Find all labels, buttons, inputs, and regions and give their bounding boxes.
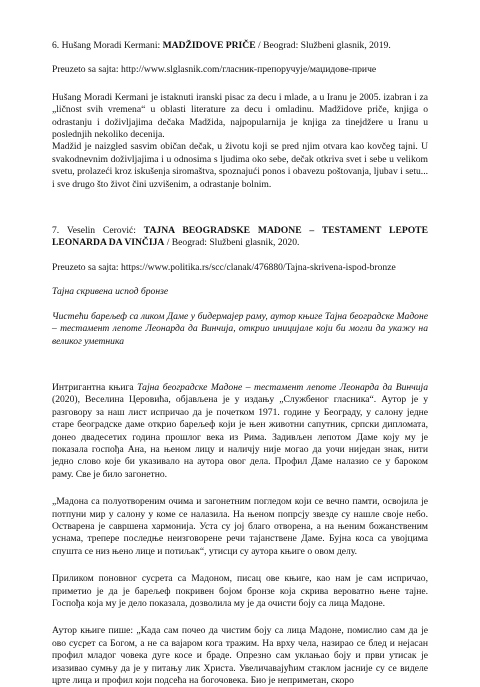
entry-number: 6.: [52, 40, 60, 51]
source-label: Preuzeto sa sajta:: [52, 64, 119, 76]
entry-author: Hušang Moradi Kermani:: [61, 40, 161, 51]
entry-7-source: [52, 262, 428, 274]
entry-6-paragraph-2: Madžid je naizgled sasvim običan dečak, u životu koji se pred njim otvara kao kovčeg tajni. U svakodnevnim doživljajima i u odnosima s ljudima oko sebe, dečak otkriva svet i sebe u velikom svetu, prolazeći kroz iskušenja siromaštva, spoznajući ponos i obavezu poštovanja, ljubav i setu... i sve drugo što život čini uzvišenim, a odrastanje bolnim.: [52, 141, 428, 190]
book-title: Тајна београдске Мадоне – тестамент лепоте Леонарда да Винчија: [137, 381, 428, 393]
entry-7-heading: [52, 225, 428, 250]
entry-author: Veselin Cerović:: [66, 225, 136, 237]
article-paragraph-1: Интригантна књига Тајна београдске Мадоне – тестамент лепоте Леонарда да Винчија (2020), Веселина Церовића, објављена је у издању „Службеног гласника“. Аутор је у разговору за наш лист испричао да је почетком 1971. године у Београду, у салону једне старе београдске даме открио барељеф који је њен животни сапутник, српски дипломата, донео двадесетих година прошлог века из Рима. Задивљен лепотом Даме коју му је показала госпођа Ана, на њеном лицу и наличју није могао да уочи ниједан знак, нити једно слово које би указивало на аутора овог дела. Профил Даме налазио се у бароком раму. Све је било загонетно.: [52, 381, 428, 480]
entry-publisher: / Beograd: Službeni glasnik, 2020.: [164, 237, 300, 249]
entry-6-paragraph-1: Hušang Moradi Kermani je istaknuti iranski pisac za decu i mlade, a u Iranu je 2005. izabran i za „ličnost svih vremena“ u oblasti literature za decu i omladinu. Madžidove priče, knjiga o odrastanju i doživljajima dečaka Madžida, najpopularnija je knjiga za tinejdžere u Iranu u poslednjih nekoliko decenija.: [52, 91, 428, 141]
article-paragraph-3: Приликом поновног сусрета са Мадоном, писац ове књиге, као нам је сам испричао, приметио је да је барељеф покривен бојом бронзе која скрива вероватно њене тајне. Госпођа која му је дело показала, дозволила му је да очисти боју са лица Мадоне.: [52, 573, 428, 609]
entry-publisher: / Beograd: Službeni glasnik, 2019.: [255, 40, 391, 51]
article-paragraph-2: „Мадона са полуотвореним очима и загонетним погледом који се вечно памти, освојила је потпуни мир у салону у коме се налазила. На њеном попрсју звезде су нашле своје небо. Остварена је савршена хармонија. Уста су јој благо отворена, а на њеним божанственим уснама, трепере последње неизговорене речи тајанствене Даме. Бујна коса са увојцима спушта се низ њено лице и потиљак“, утисци су аутора књиге о овом делу.: [52, 496, 428, 557]
entry-number: 7.: [52, 225, 60, 237]
entry-6-heading: [52, 40, 428, 52]
article-paragraph-4: Аутор књиге пише: „Када сам почео да чистим боју са лица Мадоне, помислио сам да је ово сусрет са Богом, а не са вајаром кога тражим. На врху чела, назирао се блед и нејасан профил младог човека дуге косе и браде. Опрезно сам уклањао боју и први утисак је изазивао сумњу да је у питању лик Христа. Увеличавајућим стаклом јасније су се виделе црте лица и профил који подсећа на богочовека. Био је неприметан, скоро: [52, 625, 428, 687]
source-url: https://www.politika.rs/scc/clanak/476880/Tajna-skrivena-ispod-bronze: [121, 261, 396, 273]
article-lead: Чистећи барељеф са ликом Даме у бидермајер раму, аутор књиге Тајна београдске Мадоне – тестамент лепоте Леонарда да Винчија, открио иницијале који би могли да укажу на великог уметника: [52, 310, 428, 347]
entry-title: MADŽIDOVE PRIČE: [162, 40, 256, 51]
source-label: Preuzeto sa sajta:: [52, 261, 119, 273]
source-url: http://www.slglasnik.com/гласник-препоручује/маџидове-приче: [121, 64, 377, 76]
article-title: Тајна скривена испод бронзе: [52, 286, 169, 298]
entry-title: TAJNA BEOGRADSKE MADONE – TESTAMENT LEPOTE LEONARDA DA VINČIJA: [52, 225, 428, 249]
entry-6-source: [52, 64, 428, 76]
